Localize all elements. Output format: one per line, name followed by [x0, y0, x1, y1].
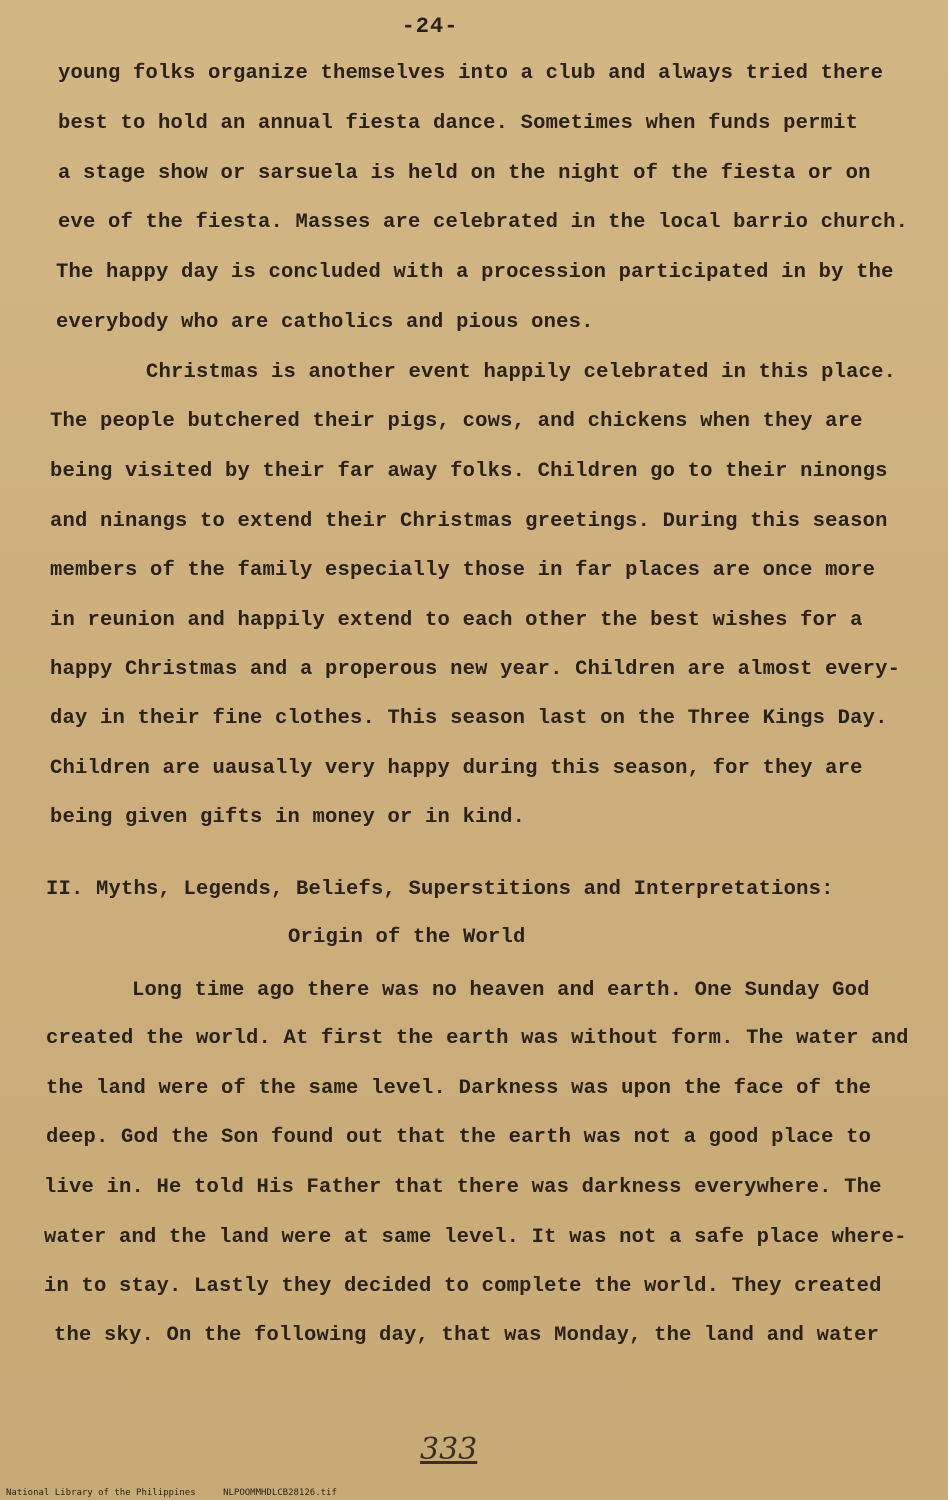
text-line: in to stay. Lastly they decided to complete the world. They created — [44, 1275, 882, 1298]
text-line: The happy day is concluded with a procession participated in by the — [56, 261, 894, 284]
text-line: live in. He told His Father that there was darkness everywhere. The — [44, 1176, 882, 1199]
text-line: day in their fine clothes. This season last on the Three Kings Day. — [50, 707, 888, 730]
text-line: a stage show or sarsuela is held on the night of the fiesta or on — [58, 162, 871, 185]
footer-library: National Library of the Philippines — [6, 1488, 196, 1498]
text-line: happy Christmas and a properous new year. Children are almost every- — [50, 658, 901, 681]
text-line: the land were of the same level. Darkness was upon the face of the — [46, 1077, 872, 1100]
text-line: being given gifts in money or in kind. — [50, 806, 526, 829]
text-line: Christmas is another event happily celebrated in this place. — [146, 361, 897, 384]
story-title: Origin of the World — [288, 926, 526, 949]
page-number: -24- — [401, 14, 459, 39]
text-line: deep. God the Son found out that the earth was not a good place to — [46, 1126, 872, 1149]
text-line: The people butchered their pigs, cows, and chickens when they are — [50, 410, 863, 433]
text-line: Children are uausally very happy during this season, for they are — [50, 757, 863, 780]
text-line: everybody who are catholics and pious ones. — [56, 311, 594, 334]
text-line: the sky. On the following day, that was Monday, the land and water — [54, 1324, 880, 1347]
text-line: young folks organize themselves into a club and always tried there — [58, 62, 884, 85]
section-heading: II. Myths, Legends, Beliefs, Superstitions and Interpretations: — [46, 878, 834, 901]
text-line: best to hold an annual fiesta dance. Sometimes when funds permit — [58, 112, 859, 135]
text-line: members of the family especially those in far places are once more — [50, 559, 876, 582]
text-line: created the world. At first the earth was without form. The water and — [46, 1027, 909, 1050]
text-line: Long time ago there was no heaven and earth. One Sunday God — [132, 979, 870, 1002]
footer-file: NLPOOMMHDLCB28126.tif — [223, 1488, 337, 1498]
handwritten-page-number: 333 — [420, 1432, 478, 1467]
text-line: and ninangs to extend their Christmas greetings. During this season — [50, 510, 888, 533]
text-line: being visited by their far away folks. Children go to their ninongs — [50, 460, 888, 483]
text-line: eve of the fiesta. Masses are celebrated in the local barrio church. — [58, 211, 909, 234]
scan-footer — [6, 1488, 359, 1498]
text-line: in reunion and happily extend to each other the best wishes for a — [50, 609, 863, 632]
text-line: water and the land were at same level. It was not a safe place where- — [44, 1226, 907, 1249]
